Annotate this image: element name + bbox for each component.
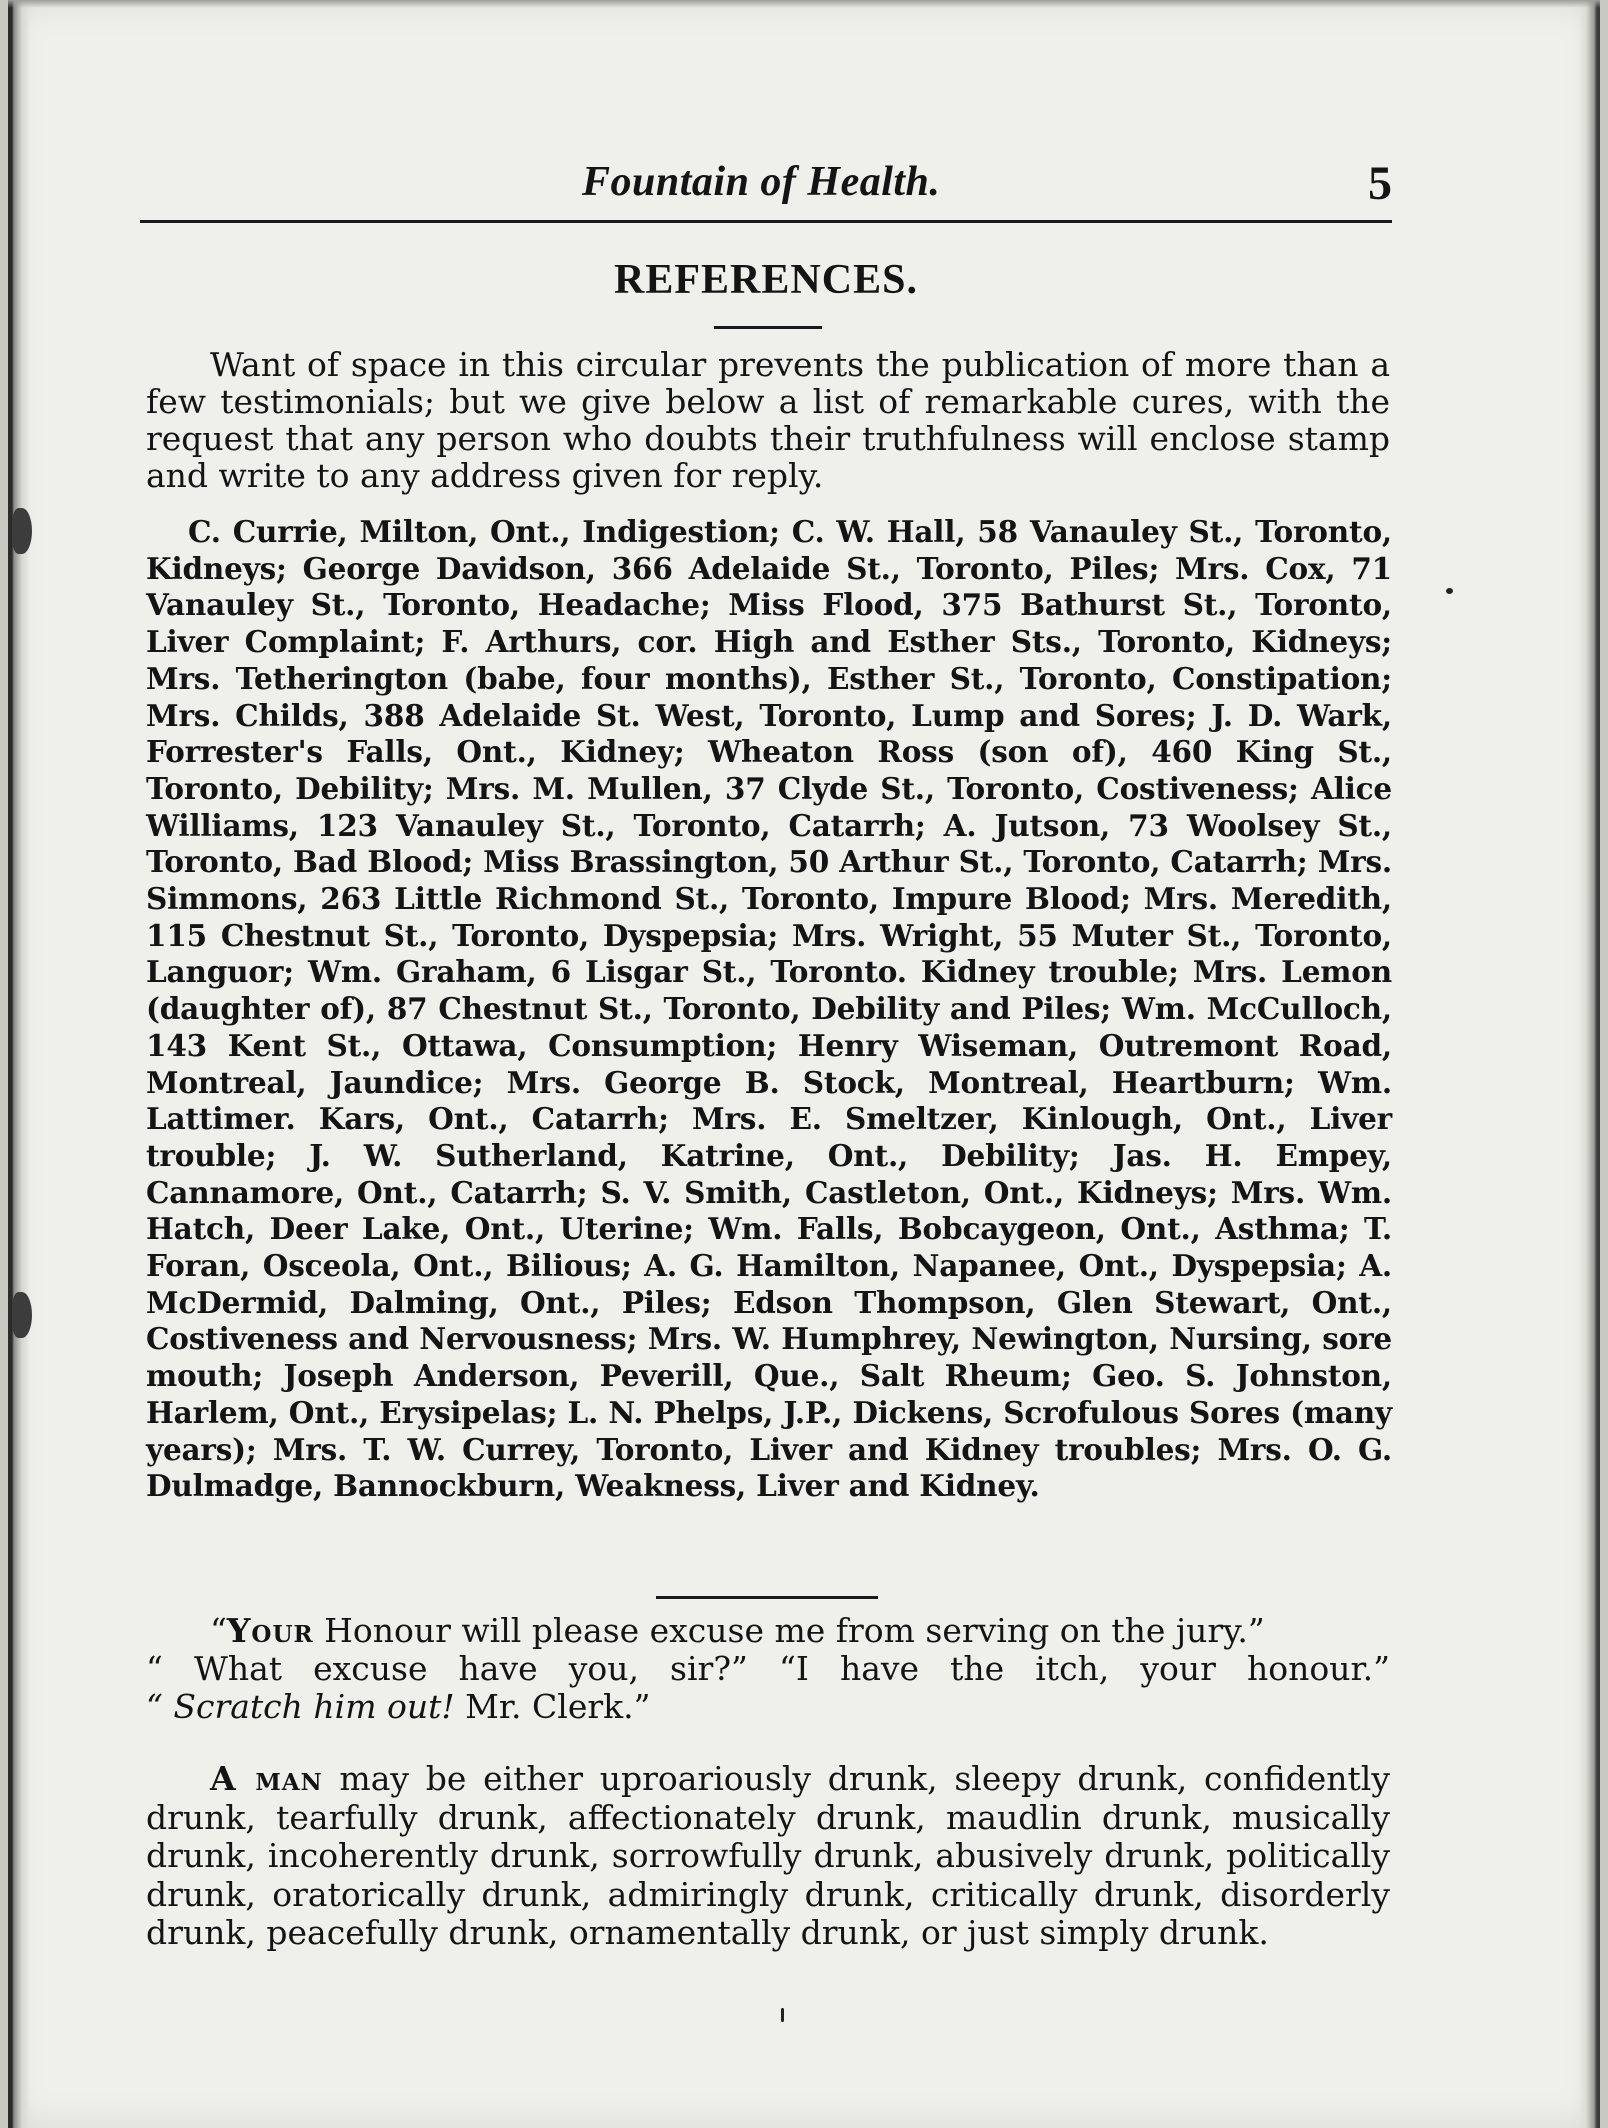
anecdote-line-3: “ Scratch him out! Mr. Clerk.” [146,1687,651,1726]
small-caps-lead: A man [210,1759,323,1798]
anecdote-line-1: “Your Honour will please excuse me from serving on the jury.” [210,1611,1265,1650]
drunk-paragraph: A man may be either uproariously drunk, sleepy drunk, confidently drunk, tearfully drunk, affectionately drunk, maudlin drunk, musically drunk, incoherently drunk, sorrowfully drunk, abusively drunk, politically drunk, oratorically drunk, admiringly drunk, critically drunk, disorderly drunk, peacefully drunk, ornamentally drunk, or just simply drunk. [146,1759,1391,1952]
page-right-edge [1578,0,1600,2128]
scanned-page [8,0,1600,2128]
page-top-edge [8,0,1600,8]
page-left-edge [8,0,30,2128]
page-number: 5 [1368,157,1392,210]
references-list: C. Currie, Milton, Ont., Indigestion; C. W. Hall, 58 Vanauley St., Toronto, Kidneys; George Davidson, 366 Adelaide St., Toronto, Piles; Mrs. Cox, 71 Vanauley St., Toronto, Headache; Miss Flood, 375 Bathurst St., Toronto, Liver Complaint; F. Arthurs, cor. High and Esther Sts., Toronto, Kidneys; Mrs. Tetherington (babe, four months), Esther St., Toronto, Constipation; Mrs. Childs, 388 Adelaide St. West, Toronto, Lump and Sores; J. D. Wark, Forrester's Falls, Ont., Kidney; Wheaton Ross (son of), 460 King St., Toronto, Debility; Mrs. M. Mullen, 37 Clyde St., Toronto, Costiveness; Alice Williams, 123 Vanauley St., Toronto, Catarrh; A. Jutson, 73 Woolsey St., Toronto, Bad Blood; Miss Brassington, 50 Arthur St., Toronto, Catarrh; Mrs. Simmons, 263 Little Richmond St., Toronto, Impure Blood; Mrs. Meredith, 115 Chestnut St., Toronto, Dyspepsia; Mrs. Wright, 55 Muter St., Toronto, Languor; Wm. Graham, 6 Lisgar St., Toronto. Kidney trouble; Mrs. Lemon (daughter of), 87 Chestnut St., Toronto, Debility and Piles; Wm. McCulloch, 143 Kent St., Ottawa, Consumption; Henry Wiseman, Outremont Road, Montreal, Jaundice; Mrs. George B. Stock, Montreal, Heartburn; Wm. Lattimer. Kars, Ont., Catarrh; Mrs. E. Smeltzer, Kinlough, Ont., Liver trouble; J. W. Sutherland, Katrine, Ont., Debility; Jas. H. Empey, Cannamore, Ont., Catarrh; S. V. Smith, Castleton, Ont., Kidneys; Mrs. Wm. Hatch, Deer Lake, Ont., Uterine; Wm. Falls, Bobcaygeon, Ont., Asthma; T. Foran, Osceola, Ont., Bilious; A. G. Hamilton, Napanee, Ont., Dyspepsia; A. McDermid, Dalming, Ont., Piles; Edson Thompson, Glen Stewart, Ont., Costiveness and Nervousness; Mrs. W. Humphrey, Newington, Nursing, sore mouth; Joseph Anderson, Peverill, Que., Salt Rheum; Geo. S. Johnston, Harlem, Ont., Erysipelas; L. N. Phelps, J.P., Dickens, Scrofulous Sores (many years); Mrs. T. W. Currey, Toronto, Liver and Kidney troubles; Mrs. O. G. Dulmadge, Bannockburn, Weakness, Liver and Kidney. [146,514,1392,1504]
intro-paragraph: Want of space in this circular prevents the publication of more than a few testimonials; but we give below a list of remarkable cures, with the request that any person who doubts their truthfulness will enclose stamp and write to any address given for reply. [146,345,1390,495]
ink-speck [781,2008,784,2022]
running-title: Fountain of Health. [582,159,941,205]
section-divider [656,1596,878,1599]
section-heading: REFERENCES. [614,257,918,303]
binding-staple-upper [12,508,32,554]
binding-staple-lower [12,1292,32,1338]
ink-speck [1446,588,1453,594]
header-rule [140,220,1392,223]
small-caps-your: Your [226,1611,314,1650]
running-header [140,152,1392,212]
jury-anecdote [146,1612,1390,1726]
anecdote-line-2: “ What excuse have you, sir?” “I have the itch, your honour.” [146,1649,1390,1688]
heading-underline [714,326,822,329]
